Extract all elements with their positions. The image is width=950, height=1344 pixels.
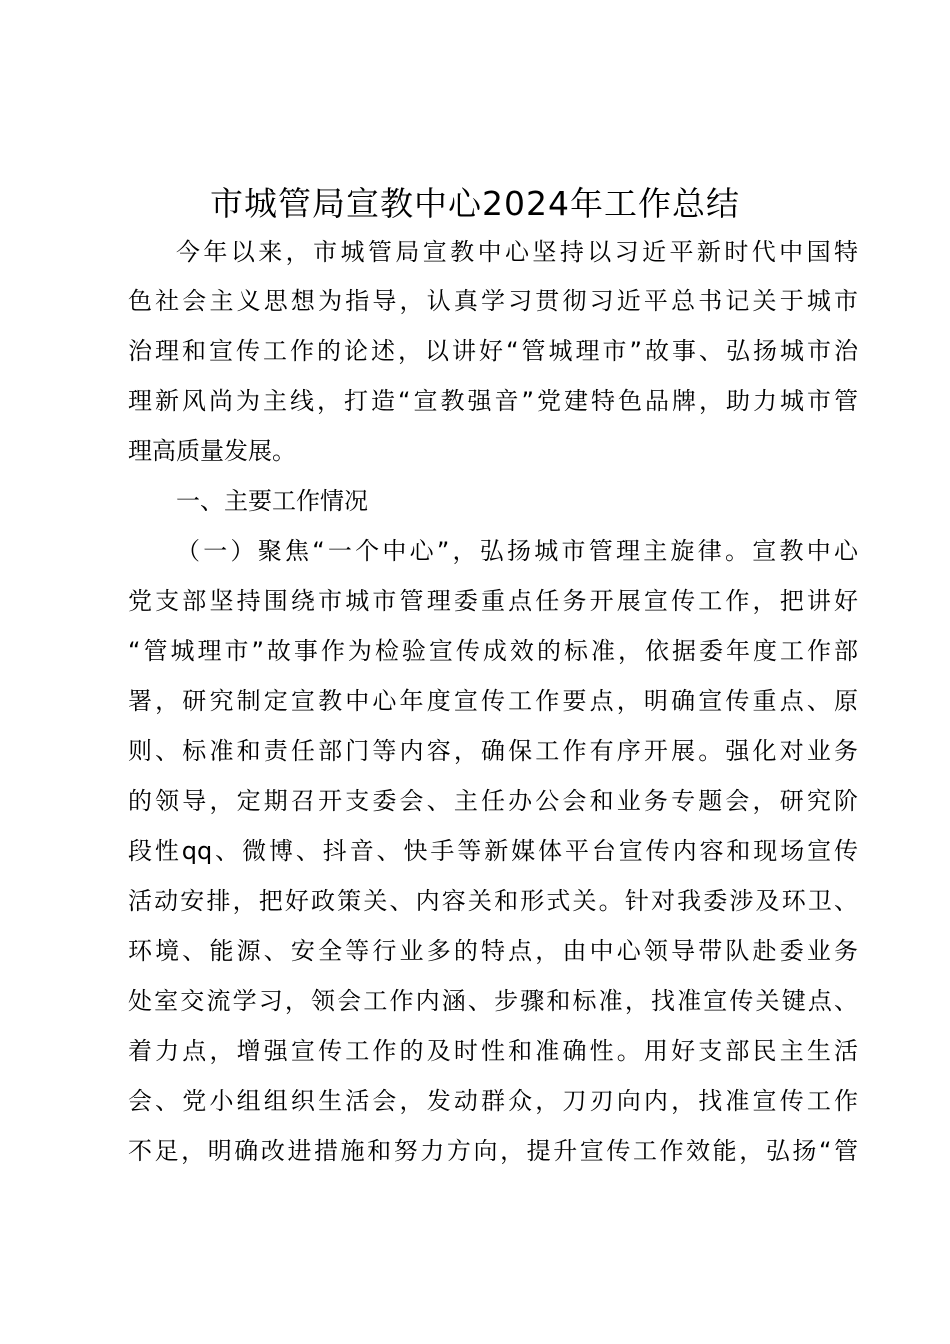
paragraph-line: 的领导，定期召开支委会、主任办公会和业务专题会，研究阶: [128, 787, 858, 815]
paragraph-line: 不足，明确改进措施和努力方向，提升宣传工作效能，弘扬“管: [128, 1137, 858, 1165]
paragraph-line: 则、标准和责任部门等内容，确保工作有序开展。强化对业务: [128, 737, 858, 765]
paragraph-line: 理高质量发展。: [128, 437, 296, 465]
paragraph-line: 环境、能源、安全等行业多的特点，由中心领导带队赴委业务: [128, 937, 858, 965]
paragraph-line: 会、党小组组织生活会，发动群众，刀刃向内，找准宣传工作: [128, 1087, 858, 1115]
paragraph-line: “管城理市”故事作为检验宣传成效的标准，依据委年度工作部: [128, 637, 858, 665]
paragraph-line: 治理和宣传工作的论述，以讲好“管城理市”故事、弘扬城市治: [128, 337, 858, 365]
paragraph-line: 今年以来，市城管局宣教中心坚持以习近平新时代中国特: [176, 238, 858, 266]
paragraph-line: 理新风尚为主线，打造“宣教强音”党建特色品牌，助力城市管: [128, 387, 858, 415]
paragraph-line: 活动安排，把好政策关、内容关和形式关。针对我委涉及环卫、: [128, 887, 858, 915]
paragraph-line: 段性qq、微博、抖音、快手等新媒体平台宣传内容和现场宣传: [128, 837, 858, 865]
paragraph-line: 处室交流学习，领会工作内涵、步骤和标准，找准宣传关键点、: [128, 987, 858, 1015]
paragraph-line: 党支部坚持围绕市城市管理委重点任务开展宣传工作，把讲好: [128, 587, 858, 615]
document-title: 市城管局宣教中心2024年工作总结: [210, 184, 740, 223]
section-heading: 一、主要工作情况: [176, 487, 368, 515]
paragraph-line: 着力点，增强宣传工作的及时性和准确性。用好支部民主生活: [128, 1037, 858, 1065]
paragraph-line: 色社会主义思想为指导，认真学习贯彻习近平总书记关于城市: [128, 287, 858, 315]
paragraph-line: 署，研究制定宣教中心年度宣传工作要点，明确宣传重点、原: [128, 687, 858, 715]
paragraph-line: （一）聚焦“一个中心”，弘扬城市管理主旋律。宣教中心: [176, 537, 858, 565]
